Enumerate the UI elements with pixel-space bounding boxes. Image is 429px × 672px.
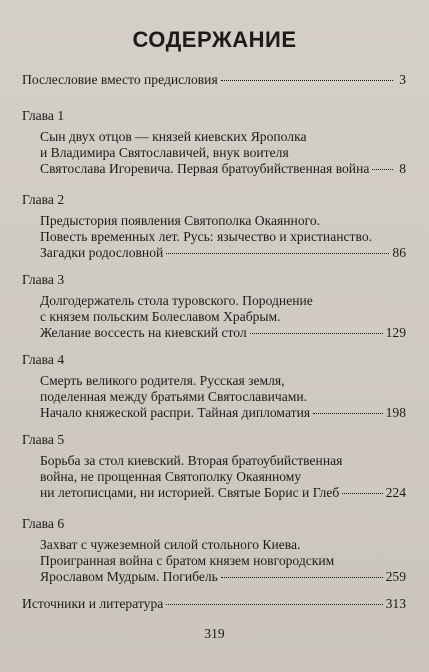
chapter-heading: Глава 1 — [22, 108, 65, 123]
leader-dots — [166, 604, 382, 605]
toc-entry — [40, 569, 406, 585]
toc-entry-page: 129 — [385, 325, 406, 340]
toc-entry — [22, 72, 406, 88]
chapter-line: Повесть временных лет. Русь: язычество и христианство. — [40, 229, 373, 244]
leader-dots — [313, 413, 383, 414]
toc-entry-label: Источники и литература — [22, 596, 164, 611]
toc-entry-label: Ярославом Мудрым. Погибель — [40, 569, 218, 584]
chapter-heading: Глава 6 — [22, 516, 65, 531]
chapter-line: Смерть великого родителя. Русская земля, — [40, 373, 285, 388]
chapter-line: Захват с чужеземной силой стольного Киева. — [40, 537, 301, 552]
chapter-line: с князем польским Болеславом Храбрым. — [40, 309, 281, 324]
toc-entry — [40, 245, 406, 261]
toc-entry — [40, 325, 406, 341]
toc-entry — [40, 405, 406, 421]
toc-intro — [22, 72, 406, 88]
toc-entry-page: 8 — [399, 161, 406, 176]
toc-entry-label: Святослава Игоревича. Первая братоубийственная война — [40, 161, 370, 176]
toc-chapter-4 — [22, 352, 406, 421]
toc-chapter-2 — [22, 192, 406, 261]
leader-dots — [342, 493, 382, 494]
toc-entry — [40, 161, 406, 177]
toc-entry — [22, 596, 406, 612]
toc-chapter-5 — [22, 432, 406, 501]
chapter-heading: Глава 3 — [22, 272, 65, 287]
chapter-line: Проигранная война с братом князем новгородским — [40, 553, 335, 568]
page-title: СОДЕРЖАНИЕ — [132, 27, 297, 52]
toc-entry-page: 313 — [385, 596, 406, 611]
chapter-line: Сын двух отцов — князей киевских Ярополка — [40, 129, 307, 144]
toc-chapter-3 — [22, 272, 406, 341]
toc-entry-page: 259 — [385, 569, 406, 584]
chapter-heading: Глава 4 — [22, 352, 65, 367]
leader-dots — [250, 333, 383, 334]
chapter-heading: Глава 5 — [22, 432, 65, 447]
toc-entry-page: 198 — [385, 405, 406, 420]
toc-chapter-1 — [22, 108, 406, 177]
chapter-line: поделенная между братьями Святославичами. — [40, 389, 308, 404]
chapter-heading: Глава 2 — [22, 192, 65, 207]
leader-dots — [221, 577, 383, 578]
chapter-line: Борьба за стол киевский. Вторая братоубийственная — [40, 453, 343, 468]
toc-entry-label: Загадки родословной — [40, 245, 164, 260]
toc-entry-label: Желание воссесть на киевский стол — [40, 325, 247, 340]
leader-dots — [372, 169, 393, 170]
chapter-line: и Владимира Святославичей, внук воителя — [40, 145, 289, 160]
leader-dots — [221, 80, 393, 81]
toc-entry-page: 86 — [392, 245, 406, 260]
chapter-line: Долгодержатель стола туровского. Породнение — [40, 293, 313, 308]
toc-entry-page: 3 — [399, 72, 406, 87]
toc-sources — [22, 596, 406, 612]
toc-entry-label: Послесловие вместо предисловия — [22, 72, 218, 87]
chapter-line: Предыстория появления Святополка Окаянного. — [40, 213, 321, 228]
toc-entry-label: Начало княжеской распри. Тайная дипломатия — [40, 405, 311, 420]
chapter-line: война, не прощенная Святополку Окаянному — [40, 469, 302, 484]
page-number: 319 — [204, 626, 225, 641]
toc-entry-label: ни летописцами, ни историей. Святые Борис и Глеб — [40, 485, 340, 500]
toc-entry-page: 224 — [385, 485, 406, 500]
toc-entry — [40, 485, 406, 501]
toc-chapter-6 — [22, 516, 406, 585]
leader-dots — [166, 253, 389, 254]
